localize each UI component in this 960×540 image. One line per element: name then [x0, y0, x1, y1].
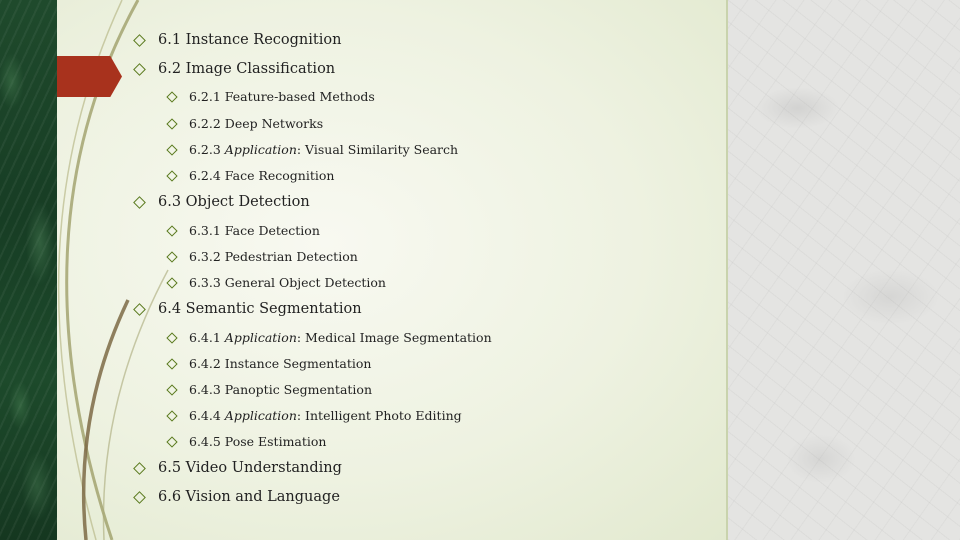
section-number: 6.3.2 [189, 249, 221, 264]
diamond-bullet-icon [133, 34, 146, 47]
section-number: 6.3 [158, 194, 182, 210]
section-number: 6.2.4 [189, 168, 221, 183]
outline-subitem [166, 116, 323, 131]
diamond-bullet-icon [166, 384, 177, 395]
diamond-bullet-icon [166, 170, 177, 181]
diamond-bullet-icon [166, 410, 177, 421]
section-emphasis: Application [224, 330, 297, 345]
section-title: Panoptic Segmentation [224, 382, 373, 397]
section-title: : Intelligent Photo Editing [296, 408, 462, 423]
outline-subitem [166, 89, 375, 104]
section-title: Instance Recognition [185, 32, 342, 48]
section-number: 6.4.3 [189, 382, 221, 397]
section-title: Image Classification [185, 61, 336, 77]
outline-item [133, 489, 340, 505]
section-title: Face Detection [224, 223, 320, 238]
section-number: 6.5 [158, 460, 182, 476]
diamond-bullet-icon [133, 63, 146, 76]
section-emphasis: Application [224, 408, 297, 423]
outline-subitem [166, 434, 326, 449]
section-title: Semantic Segmentation [185, 301, 362, 317]
outline-subitem [166, 356, 371, 371]
diamond-bullet-icon [166, 225, 177, 236]
outline-subitem [166, 168, 334, 183]
section-number: 6.1 [158, 32, 182, 48]
outline-subitem [166, 330, 492, 345]
section-number: 6.2.3 [189, 142, 221, 157]
section-number: 6.3.3 [189, 275, 221, 290]
outline-subitem [166, 223, 320, 238]
diamond-bullet-icon [166, 436, 177, 447]
diamond-bullet-icon [133, 491, 146, 504]
diamond-bullet-icon [166, 358, 177, 369]
section-title: Object Detection [185, 194, 310, 210]
section-number: 6.2.2 [189, 116, 221, 131]
section-title: Instance Segmentation [224, 356, 372, 371]
section-number: 6.4.2 [189, 356, 221, 371]
section-number: 6.4 [158, 301, 182, 317]
section-title: Face Recognition [224, 168, 335, 183]
marble-panel [728, 0, 960, 540]
diamond-bullet-icon [166, 277, 177, 288]
diamond-bullet-icon [133, 303, 146, 316]
outline-subitem [166, 408, 462, 423]
section-emphasis: Application [224, 142, 297, 157]
section-number: 6.4.4 [189, 408, 221, 423]
outline-subitem [166, 142, 458, 157]
section-number: 6.4.5 [189, 434, 221, 449]
outline-subitem [166, 382, 372, 397]
outline-subitem [166, 249, 358, 264]
section-title: : Visual Similarity Search [296, 142, 459, 157]
diamond-bullet-icon [166, 144, 177, 155]
outline-item [133, 460, 342, 476]
section-number: 6.2.1 [189, 89, 221, 104]
section-title: : Medical Image Segmentation [296, 330, 492, 345]
diamond-bullet-icon [133, 462, 146, 475]
diamond-bullet-icon [166, 91, 177, 102]
diamond-bullet-icon [133, 196, 146, 209]
outline-subitem [166, 275, 386, 290]
outline-item [133, 61, 335, 77]
diamond-bullet-icon [166, 118, 177, 129]
section-title: Feature-based Methods [224, 89, 375, 104]
section-number: 6.3.1 [189, 223, 221, 238]
section-number: 6.2 [158, 61, 182, 77]
section-title: Video Understanding [185, 460, 342, 476]
outline-item [133, 301, 362, 317]
diamond-bullet-icon [166, 332, 177, 343]
diamond-bullet-icon [166, 251, 177, 262]
section-title: Pose Estimation [224, 434, 327, 449]
section-title: Deep Networks [224, 116, 324, 131]
section-title: Vision and Language [185, 489, 340, 505]
section-title: Pedestrian Detection [224, 249, 358, 264]
outline-item [133, 32, 341, 48]
section-title: General Object Detection [224, 275, 386, 290]
section-number: 6.6 [158, 489, 182, 505]
section-number: 6.4.1 [189, 330, 221, 345]
outline-item [133, 194, 310, 210]
